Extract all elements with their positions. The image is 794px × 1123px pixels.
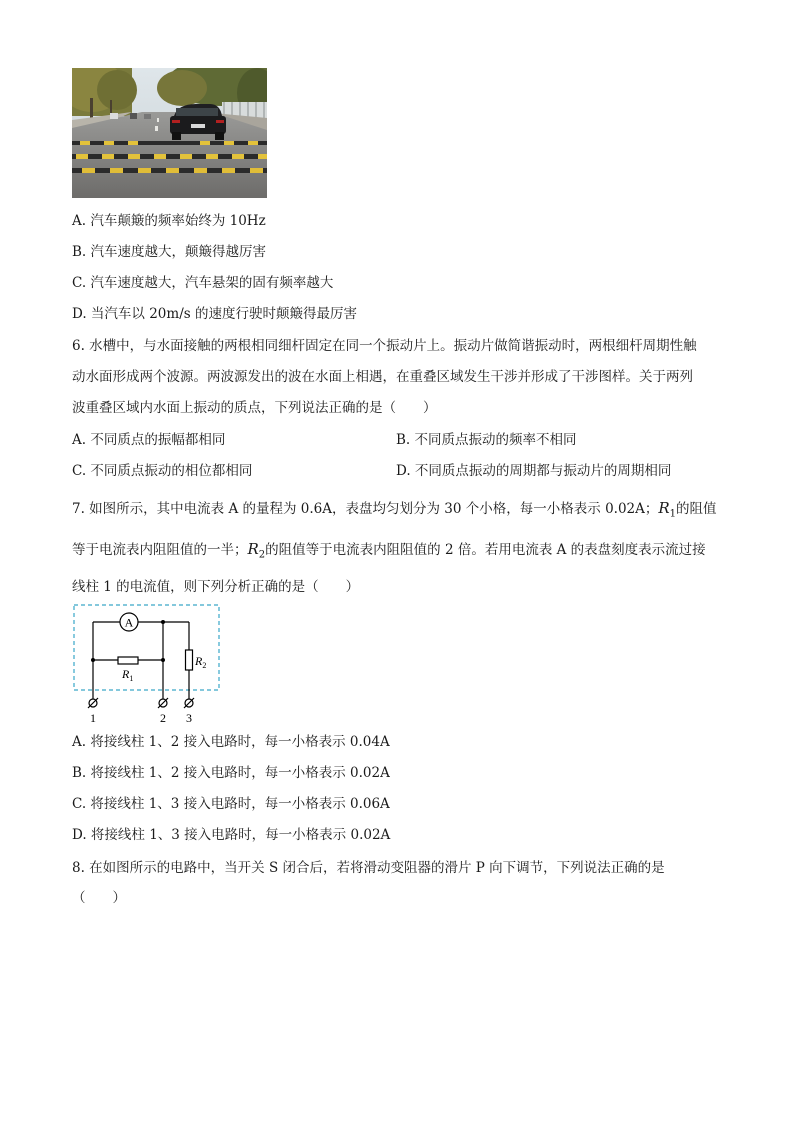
- r1-subscript: 1: [669, 508, 677, 520]
- option-c: C. 将接线柱 1、3 接入电路时，每一小格表示 0.06A: [72, 796, 390, 812]
- r2-label: $R_2$: [195, 654, 207, 670]
- r2-subscript: 2: [258, 549, 266, 561]
- option-d: D. 将接线柱 1、3 接入电路时，每一小格表示 0.02A: [72, 827, 391, 843]
- question-stem-line: 8. 在如图所示的电路中，当开关 S 闭合后，若将滑动变阻器的滑片 P 向下调节，下列说法正确的是: [72, 860, 665, 876]
- stem-text: 7. 如图所示，其中电流表 A 的量程为 0.6A，表盘均匀划分为 30 个小格，每一小格表示 0.02A；: [72, 501, 659, 517]
- stem-text: 的阻值: [676, 501, 717, 517]
- stem-text: 的阻值等于电流表内阻阻值的 2 倍。若用电流表 A 的表盘刻度表示流过接: [265, 542, 706, 558]
- question-stem-line: [72, 499, 717, 524]
- option-b: B. 汽车速度越大，颠簸得越厉害: [72, 244, 267, 260]
- option-c: C. 不同质点振动的相位都相同: [72, 463, 253, 479]
- ammeter-label: A: [124, 615, 134, 630]
- stem-text: 等于电流表内阻阻值的一半；: [72, 542, 248, 558]
- r1-symbol: R: [658, 499, 670, 517]
- question-stem-line: 6. 水槽中，与水面接触的两根相同细杆固定在同一个振动片上。振动片做简谐振动时，两根细杆周期性触: [72, 338, 697, 354]
- question-stem-line: [72, 540, 706, 565]
- option-c: C. 汽车速度越大，汽车悬架的固有频率越大: [72, 275, 334, 291]
- terminal-2-label: 2: [160, 711, 166, 725]
- option-d: D. 不同质点振动的周期都与振动片的周期相同: [396, 463, 672, 479]
- r2-symbol: R: [247, 540, 259, 558]
- option-b: B. 将接线柱 1、2 接入电路时，每一小格表示 0.02A: [72, 765, 390, 781]
- option-a: A. 汽车颠簸的频率始终为 10Hz: [72, 213, 266, 229]
- question-stem-line: 线柱 1 的电流值，则下列分析正确的是（ ）: [72, 579, 360, 595]
- option-a: A. 不同质点的振幅都相同: [72, 432, 226, 448]
- terminal-1-label: 1: [90, 711, 96, 725]
- option-d: D. 当汽车以 20m/s 的速度行驶时颠簸得最厉害: [72, 306, 357, 322]
- car-speed-bump-photo: [72, 68, 267, 198]
- r1-label: $R_1$: [122, 667, 134, 683]
- option-a: A. 将接线柱 1、2 接入电路时，每一小格表示 0.04A: [72, 734, 390, 750]
- terminal-3-label: 3: [186, 711, 192, 725]
- question-stem-line: 动水面形成两个波源。两波源发出的波在水面上相遇，在重叠区域发生干涉并形成了干涉图样。关于两列: [72, 369, 693, 385]
- option-b: B. 不同质点振动的频率不相同: [396, 432, 577, 448]
- ammeter-circuit-diagram: [70, 602, 230, 727]
- question-stem-line: 波重叠区域内水面上振动的质点，下列说法正确的是（ ）: [72, 400, 437, 416]
- question-stem-line: （ ）: [72, 890, 126, 906]
